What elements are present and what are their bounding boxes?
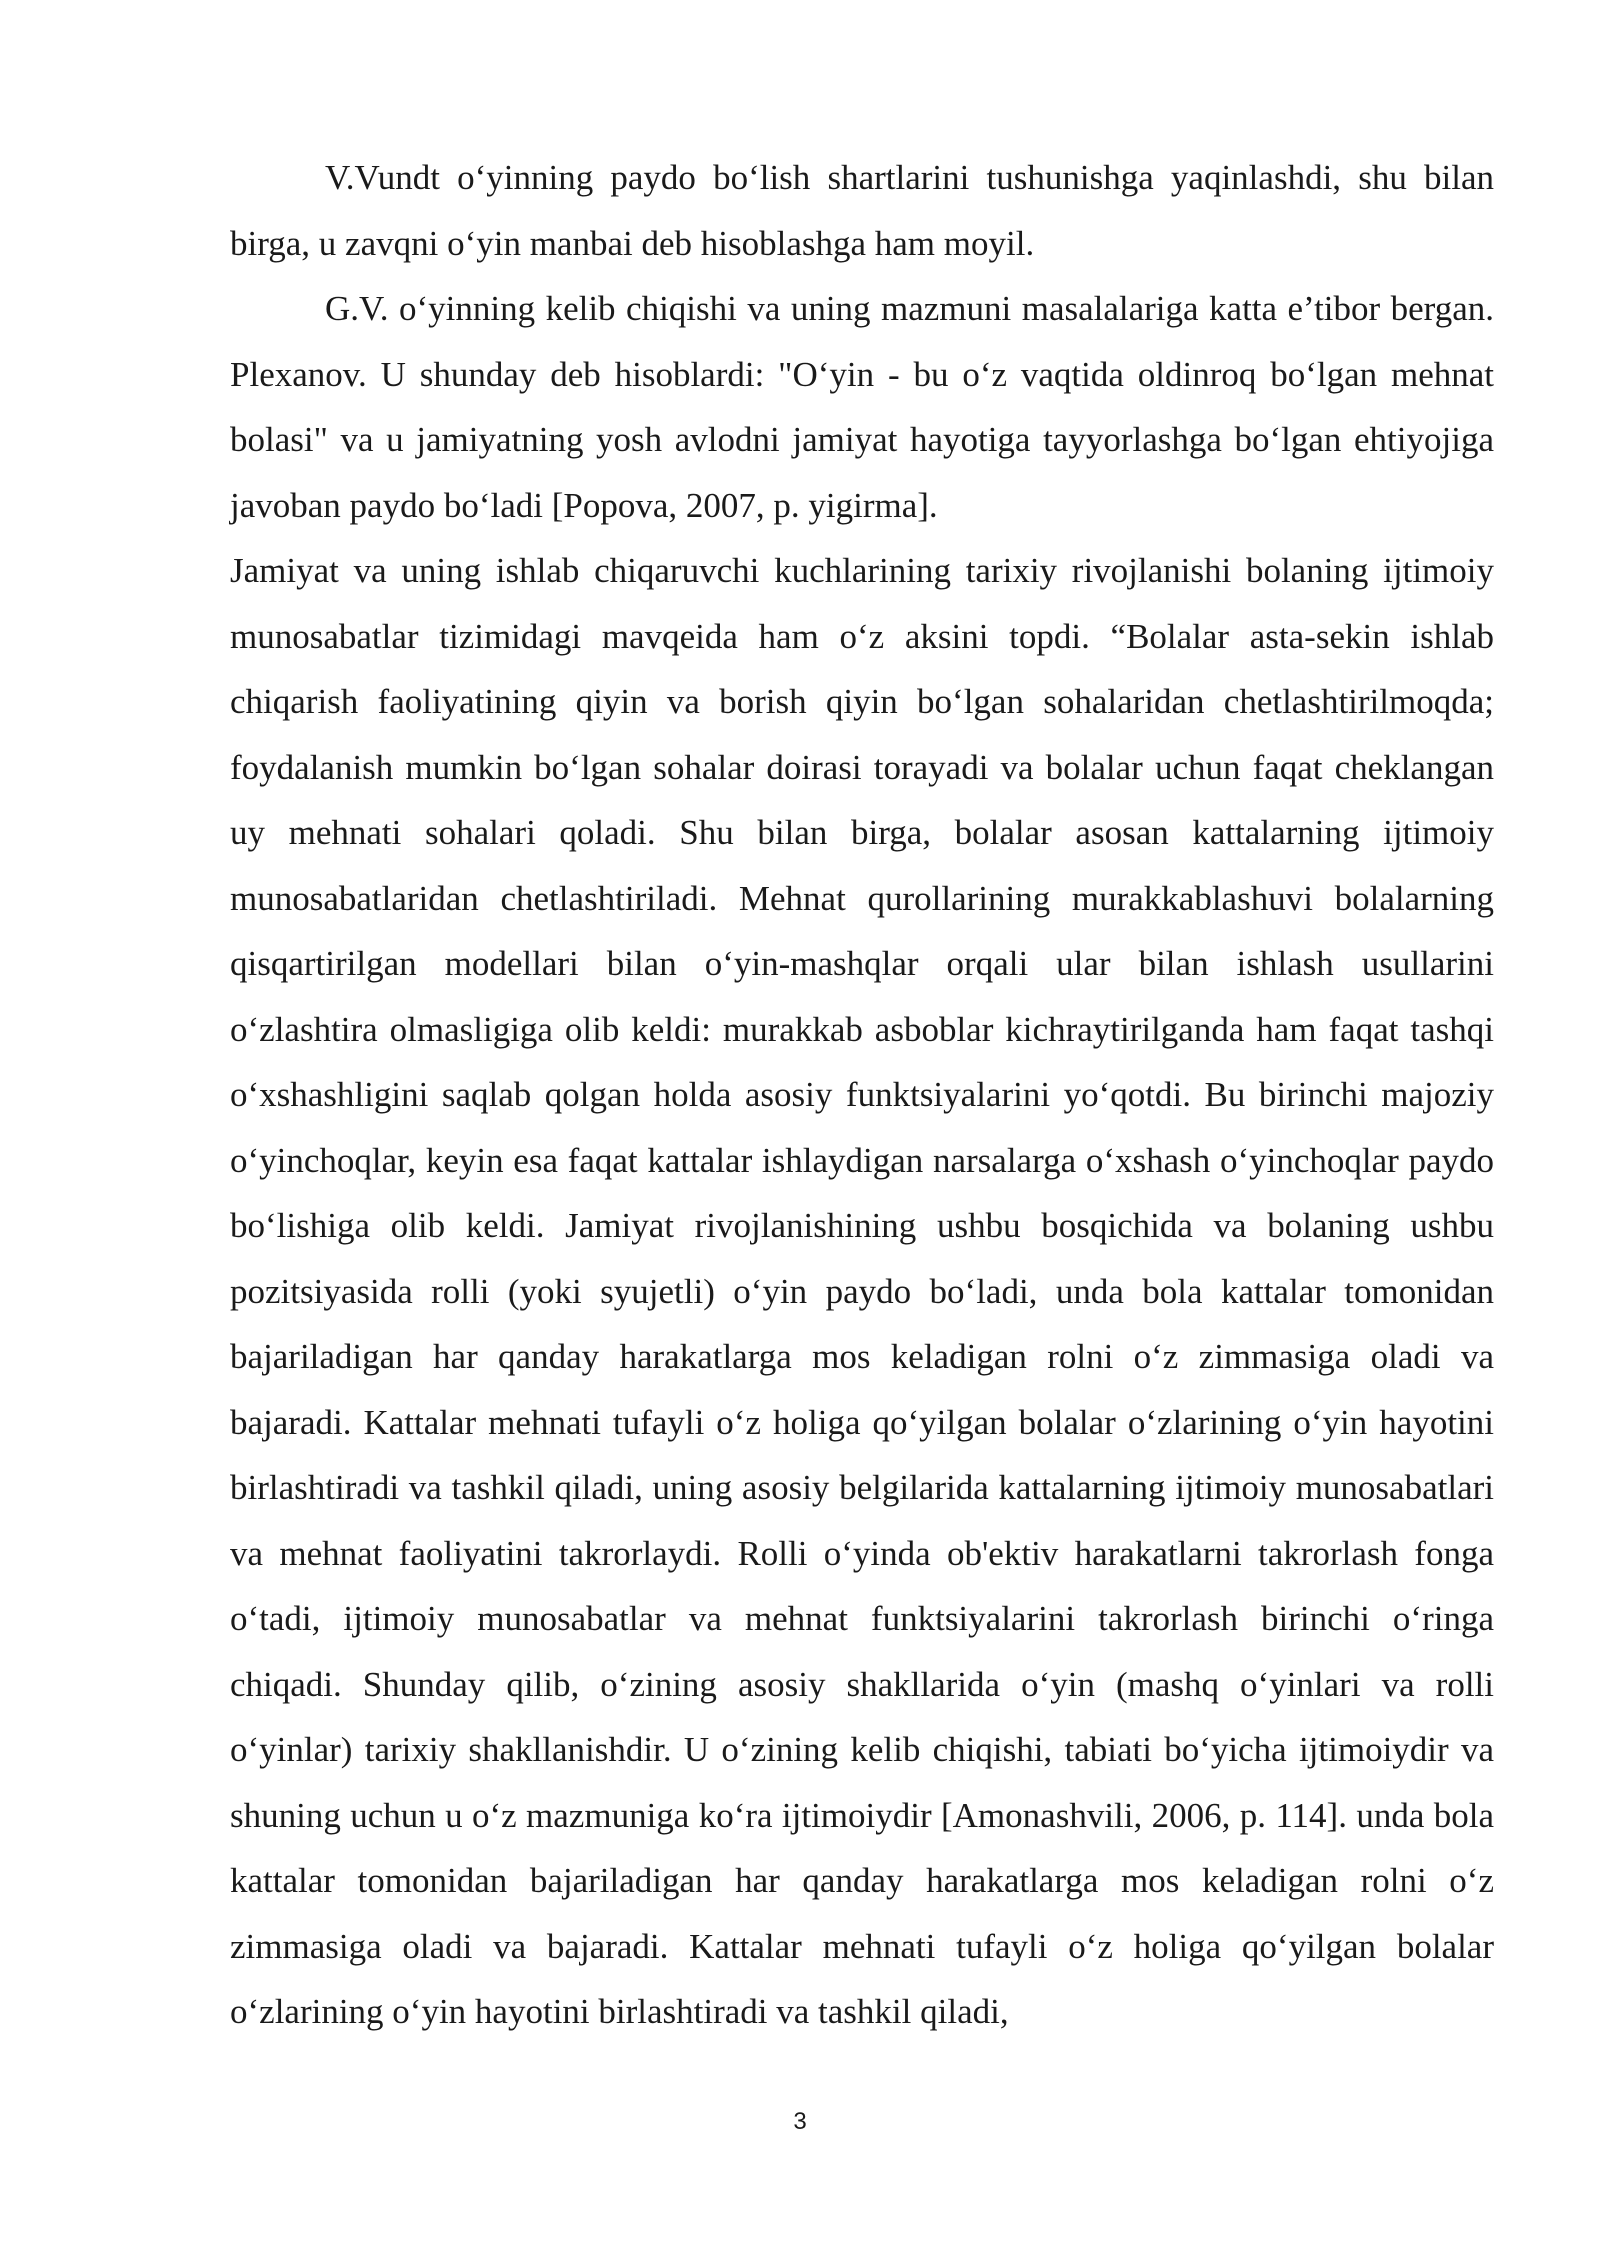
document-page — [230, 145, 1494, 2045]
paragraph-society-development: Jamiyat va uning ishlab chiqaruvchi kuchlarining tarixiy rivojlanishi bolaning ijtimoiy munosabatlar tizimidagi mavqeida ham o‘z aksini topdi. “Bolalar asta-sekin ishlab chiqarish faoliyatining qiyin va borish qiyin bo‘lgan sohalaridan chetlashtirilmoqda; foydalanish mumkin bo‘lgan sohalar doirasi torayadi va bolalar uchun faqat cheklangan uy mehnati sohalari qoladi. Shu bilan birga, bolalar asosan kattalarning ijtimoiy munosabatlaridan chetlashtiriladi. Mehnat qurollarining murakkablashuvi bolalarning qisqartirilgan modellari bilan o‘yin-mashqlar orqali ular bilan ishlash usullarini o‘zlashtira olmasligiga olib keldi: murakkab asboblar kichraytirilganda ham faqat tashqi o‘xshashligini saqlab qolgan holda asosiy funktsiyalarini yo‘qotdi. Bu birinchi majoziy o‘yinchoqlar, keyin esa faqat kattalar ishlaydigan narsalarga o‘xshash o‘yinchoqlar paydo bo‘lishiga olib keldi. Jamiyat rivojlanishining ushbu bosqichida va bolaning ushbu pozitsiyasida rolli (yoki syujetli) o‘yin paydo bo‘ladi, unda bola kattalar tomonidan bajariladigan har qanday harakatlarga mos keladigan rolni o‘z zimmasiga oladi va bajaradi. Kattalar mehnati tufayli o‘z holiga qo‘yilgan bolalar o‘zlarining o‘yin hayotini birlashtiradi va tashkil qiladi, uning asosiy belgilarida kattalarning ijtimoiy munosabatlari va mehnat faoliyatini takrorlaydi. Rolli o‘yinda ob'ektiv harakatlarni takrorlash fonga o‘tadi, ijtimoiy munosabatlar va mehnat funktsiyalarini takrorlash birinchi o‘ringa chiqadi. Shunday qilib, o‘zining asosiy shakllarida o‘yin (mashq o‘yinlari va rolli o‘yinlar) tarixiy shakllanishdir. U o‘zining kelib chiqishi, tabiati bo‘yicha ijtimoiydir va shuning uchun u o‘z mazmuniga ko‘ra ijtimoiydir [Amonashvili, 2006, p. 114]. unda bola kattalar tomonidan bajariladigan har qanday harakatlarga mos keladigan rolni o‘z zimmasiga oladi va bajaradi. Kattalar mehnati tufayli o‘z holiga qo‘yilgan bolalar o‘zlarining o‘yin hayotini birlashtiradi va tashkil qiladi, — [230, 551, 1494, 2031]
page-number: 3 — [793, 2108, 807, 2135]
paragraph-plekhanov: G.V. o‘yinning kelib chiqishi va uning mazmuni masalalariga katta e’tibor bergan. Plexanov. U shunday deb hisoblardi: "O‘yin - bu o‘z vaqtida oldinroq bo‘lgan mehnat bolasi" va u jamiyatning yosh avlodni jamiyat hayotiga tayyorlashga bo‘lgan ehtiyojiga javoban paydo bo‘ladi [Popova, 2007, p. yigirma]. — [230, 289, 1494, 525]
paragraph-wundt: V.Vundt o‘yinning paydo bo‘lish shartlarini tushunishga yaqinlashdi, shu bilan birga, u zavqni o‘yin manbai deb hisoblashga ham moyil. — [230, 158, 1494, 263]
